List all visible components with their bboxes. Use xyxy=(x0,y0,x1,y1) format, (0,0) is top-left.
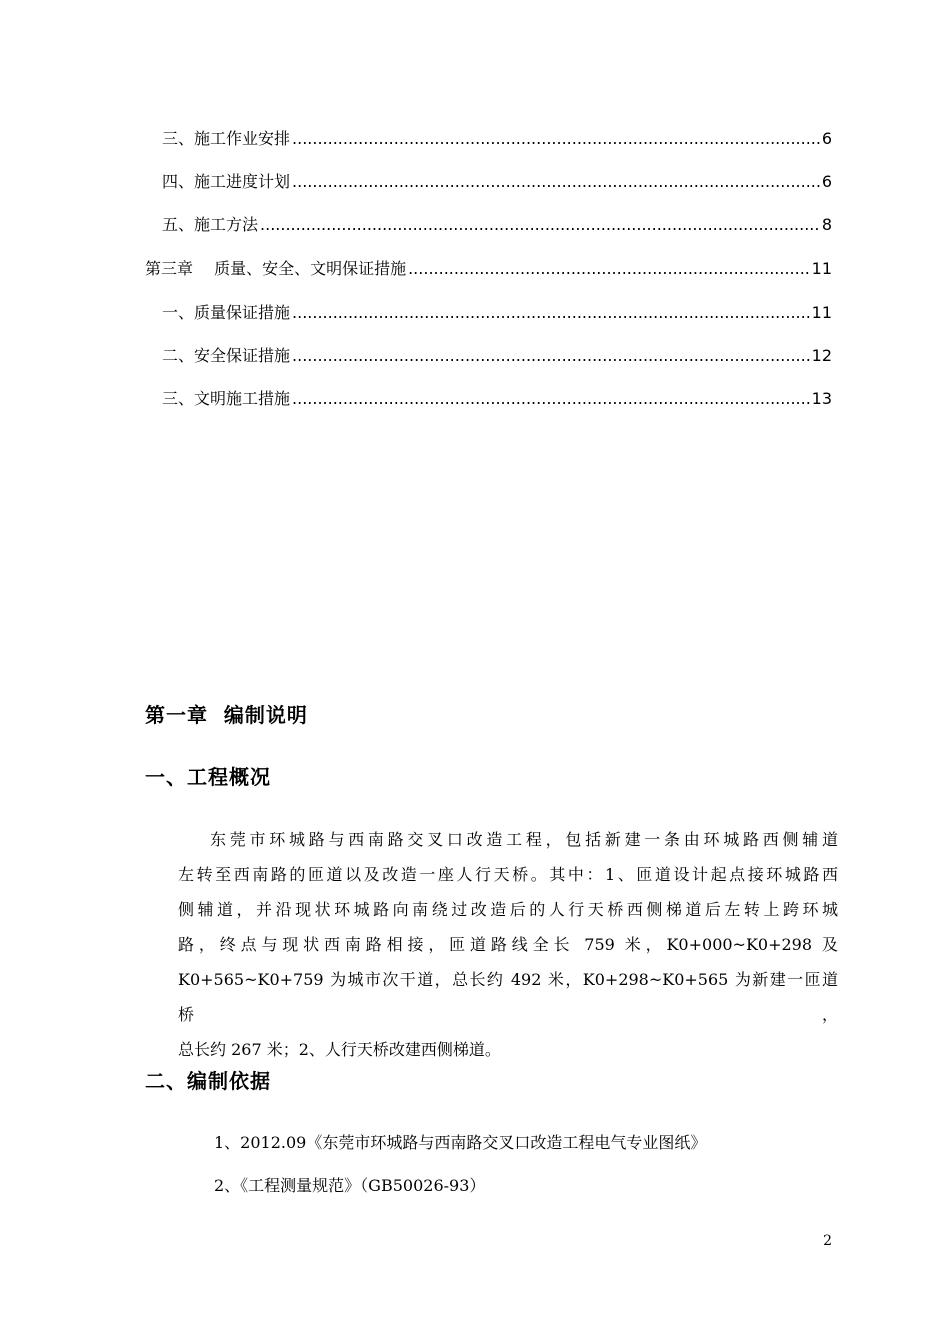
toc-entry-text: 第三章 质量、安全、文明保证措施 xyxy=(145,259,407,278)
toc-entry[interactable] xyxy=(162,388,832,410)
paragraph-line: 路，终点与现状西南路相接，匝道路线全长 759 米，K0+000~K0+298 及 xyxy=(178,935,838,954)
section-title-basis: 二、编制依据 xyxy=(145,1069,271,1093)
toc-entry[interactable] xyxy=(162,302,832,324)
page-number: 2 xyxy=(823,1233,832,1249)
toc-entry-page: 8 xyxy=(821,215,832,234)
toc-entry-page: 11 xyxy=(811,259,832,278)
basis-item: 2、《工程测量规范》（GB50026-93） xyxy=(214,1176,486,1195)
paragraph-line: 东莞市环城路与西南路交叉口改造工程，包括新建一条由环城路西侧辅道 xyxy=(210,830,838,849)
paragraph-line: 左转至西南路的匝道以及改造一座人行天桥。其中：1、匝道设计起点接环城路西 xyxy=(178,865,838,884)
toc-leader-dots xyxy=(292,345,810,367)
toc-entry-text: 三、文明施工措施 xyxy=(162,389,291,408)
toc-leader-dots xyxy=(260,214,820,236)
chapter-title: 第一章 编制说明 xyxy=(145,703,308,727)
toc-entry-text: 三、施工作业安排 xyxy=(162,129,291,148)
toc-entry[interactable] xyxy=(162,345,832,367)
paragraph-line: 侧辅道，并沿现状环城路向南绕过改造后的人行天桥西侧梯道后左转上跨环城 xyxy=(178,900,838,919)
toc-entry-text: 四、施工进度计划 xyxy=(162,172,291,191)
toc-entry-text: 二、安全保证措施 xyxy=(162,346,291,365)
toc-entry[interactable] xyxy=(145,258,832,280)
toc-leader-dots xyxy=(292,128,820,150)
toc-leader-dots xyxy=(408,258,810,280)
toc-leader-dots xyxy=(292,171,820,193)
toc-entry[interactable] xyxy=(162,128,832,150)
toc-entry-page: 12 xyxy=(811,346,832,365)
toc-entry[interactable] xyxy=(162,171,832,193)
paragraph-line: K0+565~K0+759 为城市次干道，总长约 492 米，K0+298~K0+565 为新建一匝道桥， xyxy=(178,970,838,1024)
toc-entry-text: 一、质量保证措施 xyxy=(162,303,291,322)
toc-entry-page: 13 xyxy=(811,389,832,408)
toc-leader-dots xyxy=(292,388,810,410)
toc-leader-dots xyxy=(292,302,810,324)
basis-item: 1、2012.09《东莞市环城路与西南路交叉口改造工程电气专业图纸》 xyxy=(214,1133,707,1152)
toc-entry-text: 五、施工方法 xyxy=(162,215,259,234)
section-title-overview: 一、工程概况 xyxy=(145,765,271,789)
overview-paragraph xyxy=(178,822,838,1067)
toc-entry-page: 6 xyxy=(821,129,832,148)
paragraph-line: 总长约 267 米；2、人行天桥改建西侧梯道。 xyxy=(178,1040,501,1059)
toc-entry[interactable] xyxy=(162,214,832,236)
toc-entry-page: 11 xyxy=(811,303,832,322)
toc-entry-page: 6 xyxy=(821,172,832,191)
